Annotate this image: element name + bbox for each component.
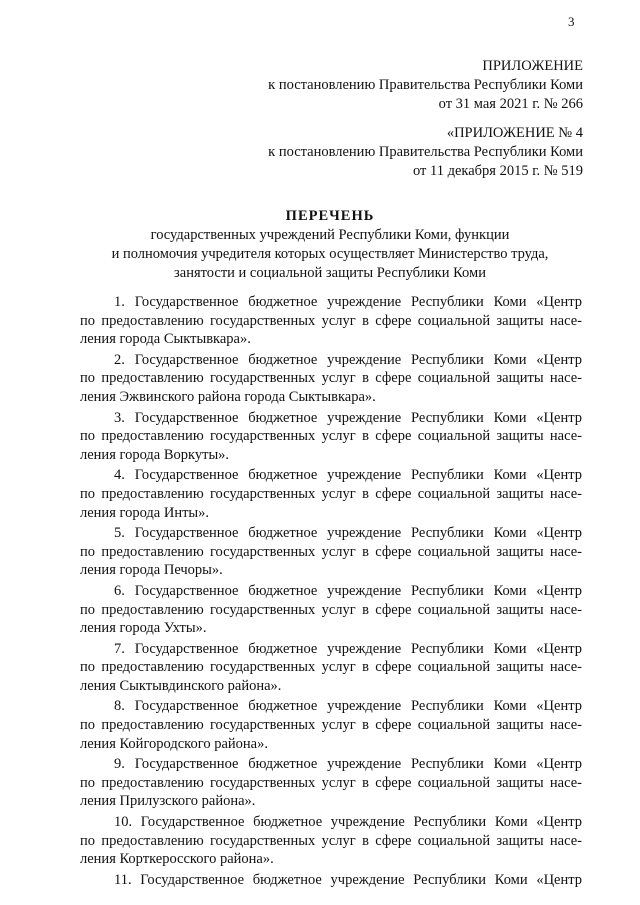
list-item-line: по предоставлению государственных услуг в сфере социальной защиты насе-	[80, 659, 582, 676]
heading-line-2: и полномочия учредителя которых осуществляет Министерство труда,	[111, 246, 549, 262]
list-item-line: по предоставлению государственных услуг в сфере социальной защиты насе-	[80, 543, 582, 560]
appendix-original-decree: к постановлению Правительства Республики Коми	[268, 144, 583, 160]
list-item	[80, 293, 582, 349]
heading-line-1: государственных учреждений Республики Коми, функции	[150, 227, 510, 243]
list-item-line: 9. Государственное бюджетное учреждение Республики Коми «Центр	[114, 756, 582, 773]
appendix-current	[268, 57, 583, 114]
list-item-line: по предоставлению государственных услуг в сфере социальной защиты насе-	[80, 832, 582, 849]
document-heading	[80, 207, 580, 283]
list-item-line: по предоставлению государственных услуг в сфере социальной защиты насе-	[80, 428, 582, 445]
list-item-line: ления города Сыктывкара».	[80, 331, 251, 348]
list-item-line: 5. Государственное бюджетное учреждение Республики Коми «Центр	[114, 525, 582, 542]
appendix-original	[268, 124, 583, 181]
list-item-line: ления Сыктывдинского района».	[80, 677, 282, 694]
list-item-line: ления города Инты».	[80, 504, 210, 521]
list-item	[80, 524, 582, 580]
list-item-line: по предоставлению государственных услуг в сфере социальной защиты насе-	[80, 312, 582, 329]
heading-line-3: занятости и социальной защиты Республики Коми	[174, 265, 486, 281]
list-item-line: ления города Воркуты».	[80, 446, 230, 463]
list-item	[80, 813, 582, 869]
list-item	[80, 466, 582, 522]
list-item-line: по предоставлению государственных услуг в сфере социальной защиты насе-	[80, 485, 582, 502]
appendix-current-date: от 31 мая 2021 г. № 266	[438, 96, 583, 112]
list-item-line: 7. Государственное бюджетное учреждение Республики Коми «Центр	[114, 640, 582, 657]
list-item	[80, 582, 582, 638]
list-item-line: ления Прилузского района».	[80, 793, 256, 810]
appendix-original-title: «ПРИЛОЖЕНИЕ № 4	[446, 125, 583, 141]
list-item	[80, 640, 582, 696]
list-item-line: ления Койгородского района».	[80, 735, 268, 752]
list-item	[80, 755, 582, 811]
list-item	[80, 697, 582, 753]
institutions-list	[80, 293, 582, 891]
list-item-line: по предоставлению государственных услуг в сфере социальной защиты насе-	[80, 774, 582, 791]
list-item-line: по предоставлению государственных услуг в сфере социальной защиты насе-	[80, 601, 582, 618]
list-item-line: ления Корткеросского района».	[80, 851, 274, 868]
list-item-line: 2. Государственное бюджетное учреждение Республики Коми «Центр	[114, 351, 582, 368]
list-item	[80, 871, 582, 890]
list-item-line: 3. Государственное бюджетное учреждение Республики Коми «Центр	[114, 409, 582, 426]
list-item-line: 8. Государственное бюджетное учреждение Республики Коми «Центр	[114, 698, 582, 715]
list-item-line: ления города Ухты».	[80, 620, 207, 637]
document-title: ПЕРЕЧЕНЬ	[285, 208, 375, 224]
list-item-line: 11. Государственное бюджетное учреждение Республики Коми «Центр	[114, 871, 582, 888]
appendix-current-title: ПРИЛОЖЕНИЕ	[482, 58, 583, 74]
list-item-line: ления города Печоры».	[80, 562, 223, 579]
list-item-line: 1. Государственное бюджетное учреждение Республики Коми «Центр	[114, 294, 582, 310]
list-item-line: 10. Государственное бюджетное учреждение Республики Коми «Центр	[114, 814, 582, 831]
list-item-line: ления Эжвинского района города Сыктывкара».	[80, 388, 376, 405]
page-number: 3	[568, 14, 575, 29]
list-item-line: по предоставлению государственных услуг в сфере социальной защиты насе-	[80, 717, 582, 734]
list-item-line: 4. Государственное бюджетное учреждение Республики Коми «Центр	[114, 467, 582, 484]
list-item	[80, 409, 582, 465]
appendix-original-date: от 11 декабря 2015 г. № 519	[413, 163, 583, 179]
list-item-line: по предоставлению государственных услуг в сфере социальной защиты насе-	[80, 370, 582, 387]
appendix-current-decree: к постановлению Правительства Республики Коми	[268, 77, 583, 93]
list-item-line: 6. Государственное бюджетное учреждение Республики Коми «Центр	[114, 582, 582, 599]
list-item	[80, 351, 582, 407]
